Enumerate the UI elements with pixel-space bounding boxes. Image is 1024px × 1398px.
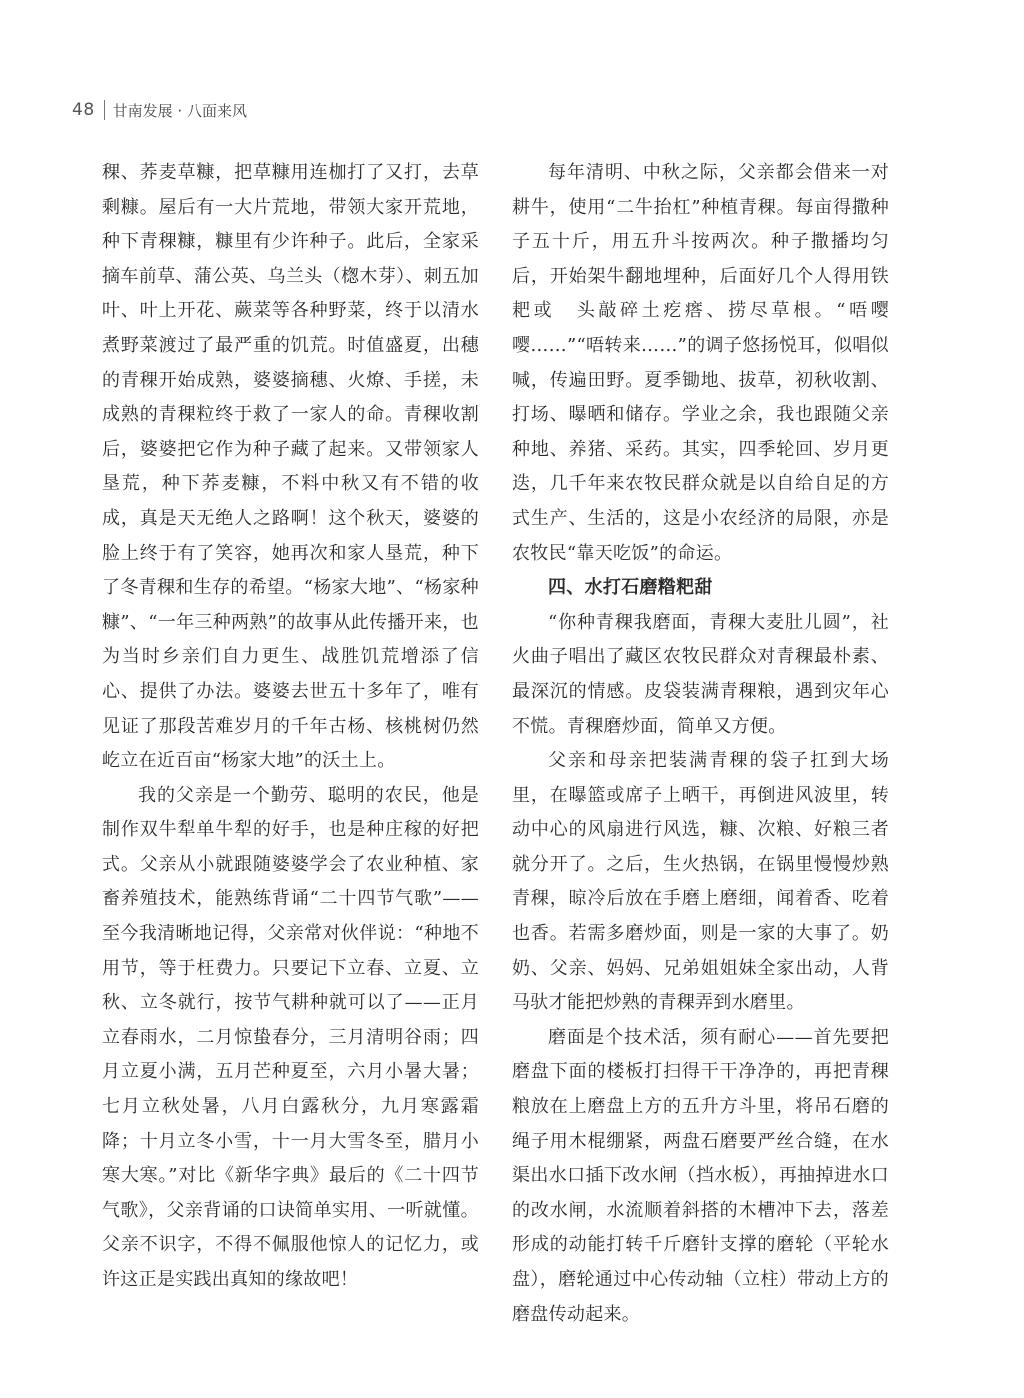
paragraph: 稞、荞麦草糠，把草糠用连枷打了又打，去草剩糠。屋后有一大片荒地，带领大家开荒地，种下青稞糠，糠里有少许种子。此后，全家采摘车前草、蒲公英、乌兰头（楤木芽）、刺五加叶、叶上开花、蕨菜等各种野菜，终于以清水煮野菜渡过了最严重的饥荒。时值盛夏，出穗的青稞开始成熟，婆婆摘穗、火燎、手搓，未成熟的青稞粒终于救了一家人的命。青稞收割后，婆婆把它作为种子藏了起来。又带领家人垦荒，种下荞麦糠，不料中秋又有不错的收成，真是天无绝人之路啊！这个秋天，婆婆的脸上终于有了笑容，她再次和家人垦荒，种下了冬青稞和生存的希望。“杨家大地”、“杨家种糠”、“一年三种两熟”的故事从此传播开来，也为当时乡亲们自力更生、战胜饥荒增添了信心、提供了办法。婆婆去世五十多年了，唯有见证了那段苦难岁月的千年古杨、核桃树仍然屹立在近百亩“杨家大地”的沃土上。	[102, 162, 479, 772]
paragraph: “你种青稞我磨面，青稞大麦肚儿圆”，社火曲子唱出了藏区农牧民群众对青稞最朴素、最深沉的情感。皮袋装满青稞粮，遇到灾年心不慌。青稞磨炒面，简单又方便。	[512, 611, 889, 737]
paragraph: 父亲和母亲把装满青稞的袋子扛到大场里，在曝篮或席子上晒干，再倒进风波里，转动中心的风扇进行风选，糠、次粮、好粮三者就分开了。之后，生火热锅，在锅里慢慢炒熟青稞，晾冷后放在手磨上磨细，闻着香、吃着也香。若需多磨炒面，则是一家的大事了。奶奶、父亲、妈妈、兄弟姐姐妹全家出动，人背马驮才能把炒熟的青稞弄到水磨里。	[512, 750, 889, 1014]
header-divider	[104, 100, 105, 120]
section-heading: 四、水打石磨糌粑甜	[548, 577, 713, 599]
section-title: 甘南发展 · 八面来风	[112, 101, 247, 120]
left-column	[102, 156, 479, 1298]
paragraph: 每年清明、中秋之际，父亲都会借来一对耕牛，使用“二牛抬杠”种植青稞。每亩得撒种子五十斤，用五升斗按两次。种子撒播均匀后，开始架牛翻地埋种，后面好几个人得用铁耙或 头敲碎土疙瘩、捞尽草根。“唔嘤嘤……”“唔转来……”的调子悠扬悦耳，似唱似喊，传遍田野。夏季锄地、拔草，初秋收割、打场、曝晒和储存。学业之余，我也跟随父亲种地、养猪、采药。其实，四季轮回、岁月更迭，几千年来农牧民群众就是以自给自足的方式生产、生活的，这是小农经济的局限，亦是农牧民“靠天吃饭”的命运。	[512, 162, 889, 564]
paragraph: 磨面是个技术活，须有耐心——首先要把磨盘下面的楼板打扫得干干净净的，再把青稞粮放在上磨盘上方的五升方斗里，将吊石磨的绳子用木棍绷紧，两盘石磨要严丝合缝，在水渠出水口插下改水闸（挡水板），再抽掉进水口的改水闸，水流顺着斜搭的木槽冲下去，落差形成的动能打转千斤磨针支撑的磨轮（平轮水盘），磨轮通过中心传动轴（立柱）带动上方的磨盘传动起来。	[512, 1026, 889, 1325]
page-number: 48	[72, 100, 95, 120]
running-header	[72, 96, 247, 124]
paragraph: 我的父亲是一个勤劳、聪明的农民，他是制作双牛犁单牛犁的好手，也是种庄稼的好把式。父亲从小就跟随婆婆学会了农业种植、家畜养殖技术，能熟练背诵“二十四节气歌”——至今我清晰地记得，父亲常对伙伴说：“种地不用节，等于枉费力。只要记下立春、立夏、立秋、立冬就行，按节气耕种就可以了——正月立春雨水，二月惊蛰春分，三月清明谷雨；四月立夏小满，五月芒种夏至，六月小暑大暑；七月立秋处暑，八月白露秋分，九月寒露霜降；十月立冬小雪，十一月大雪冬至，腊月小寒大寒。”对比《新华字典》最后的《二十四节气歌》，父亲背诵的口诀简单实用、一听就懂。父亲不识字，不得不佩服他惊人的记忆力，或许这正是实践出真知的缘故吧！	[102, 784, 479, 1290]
right-column	[512, 156, 889, 1332]
